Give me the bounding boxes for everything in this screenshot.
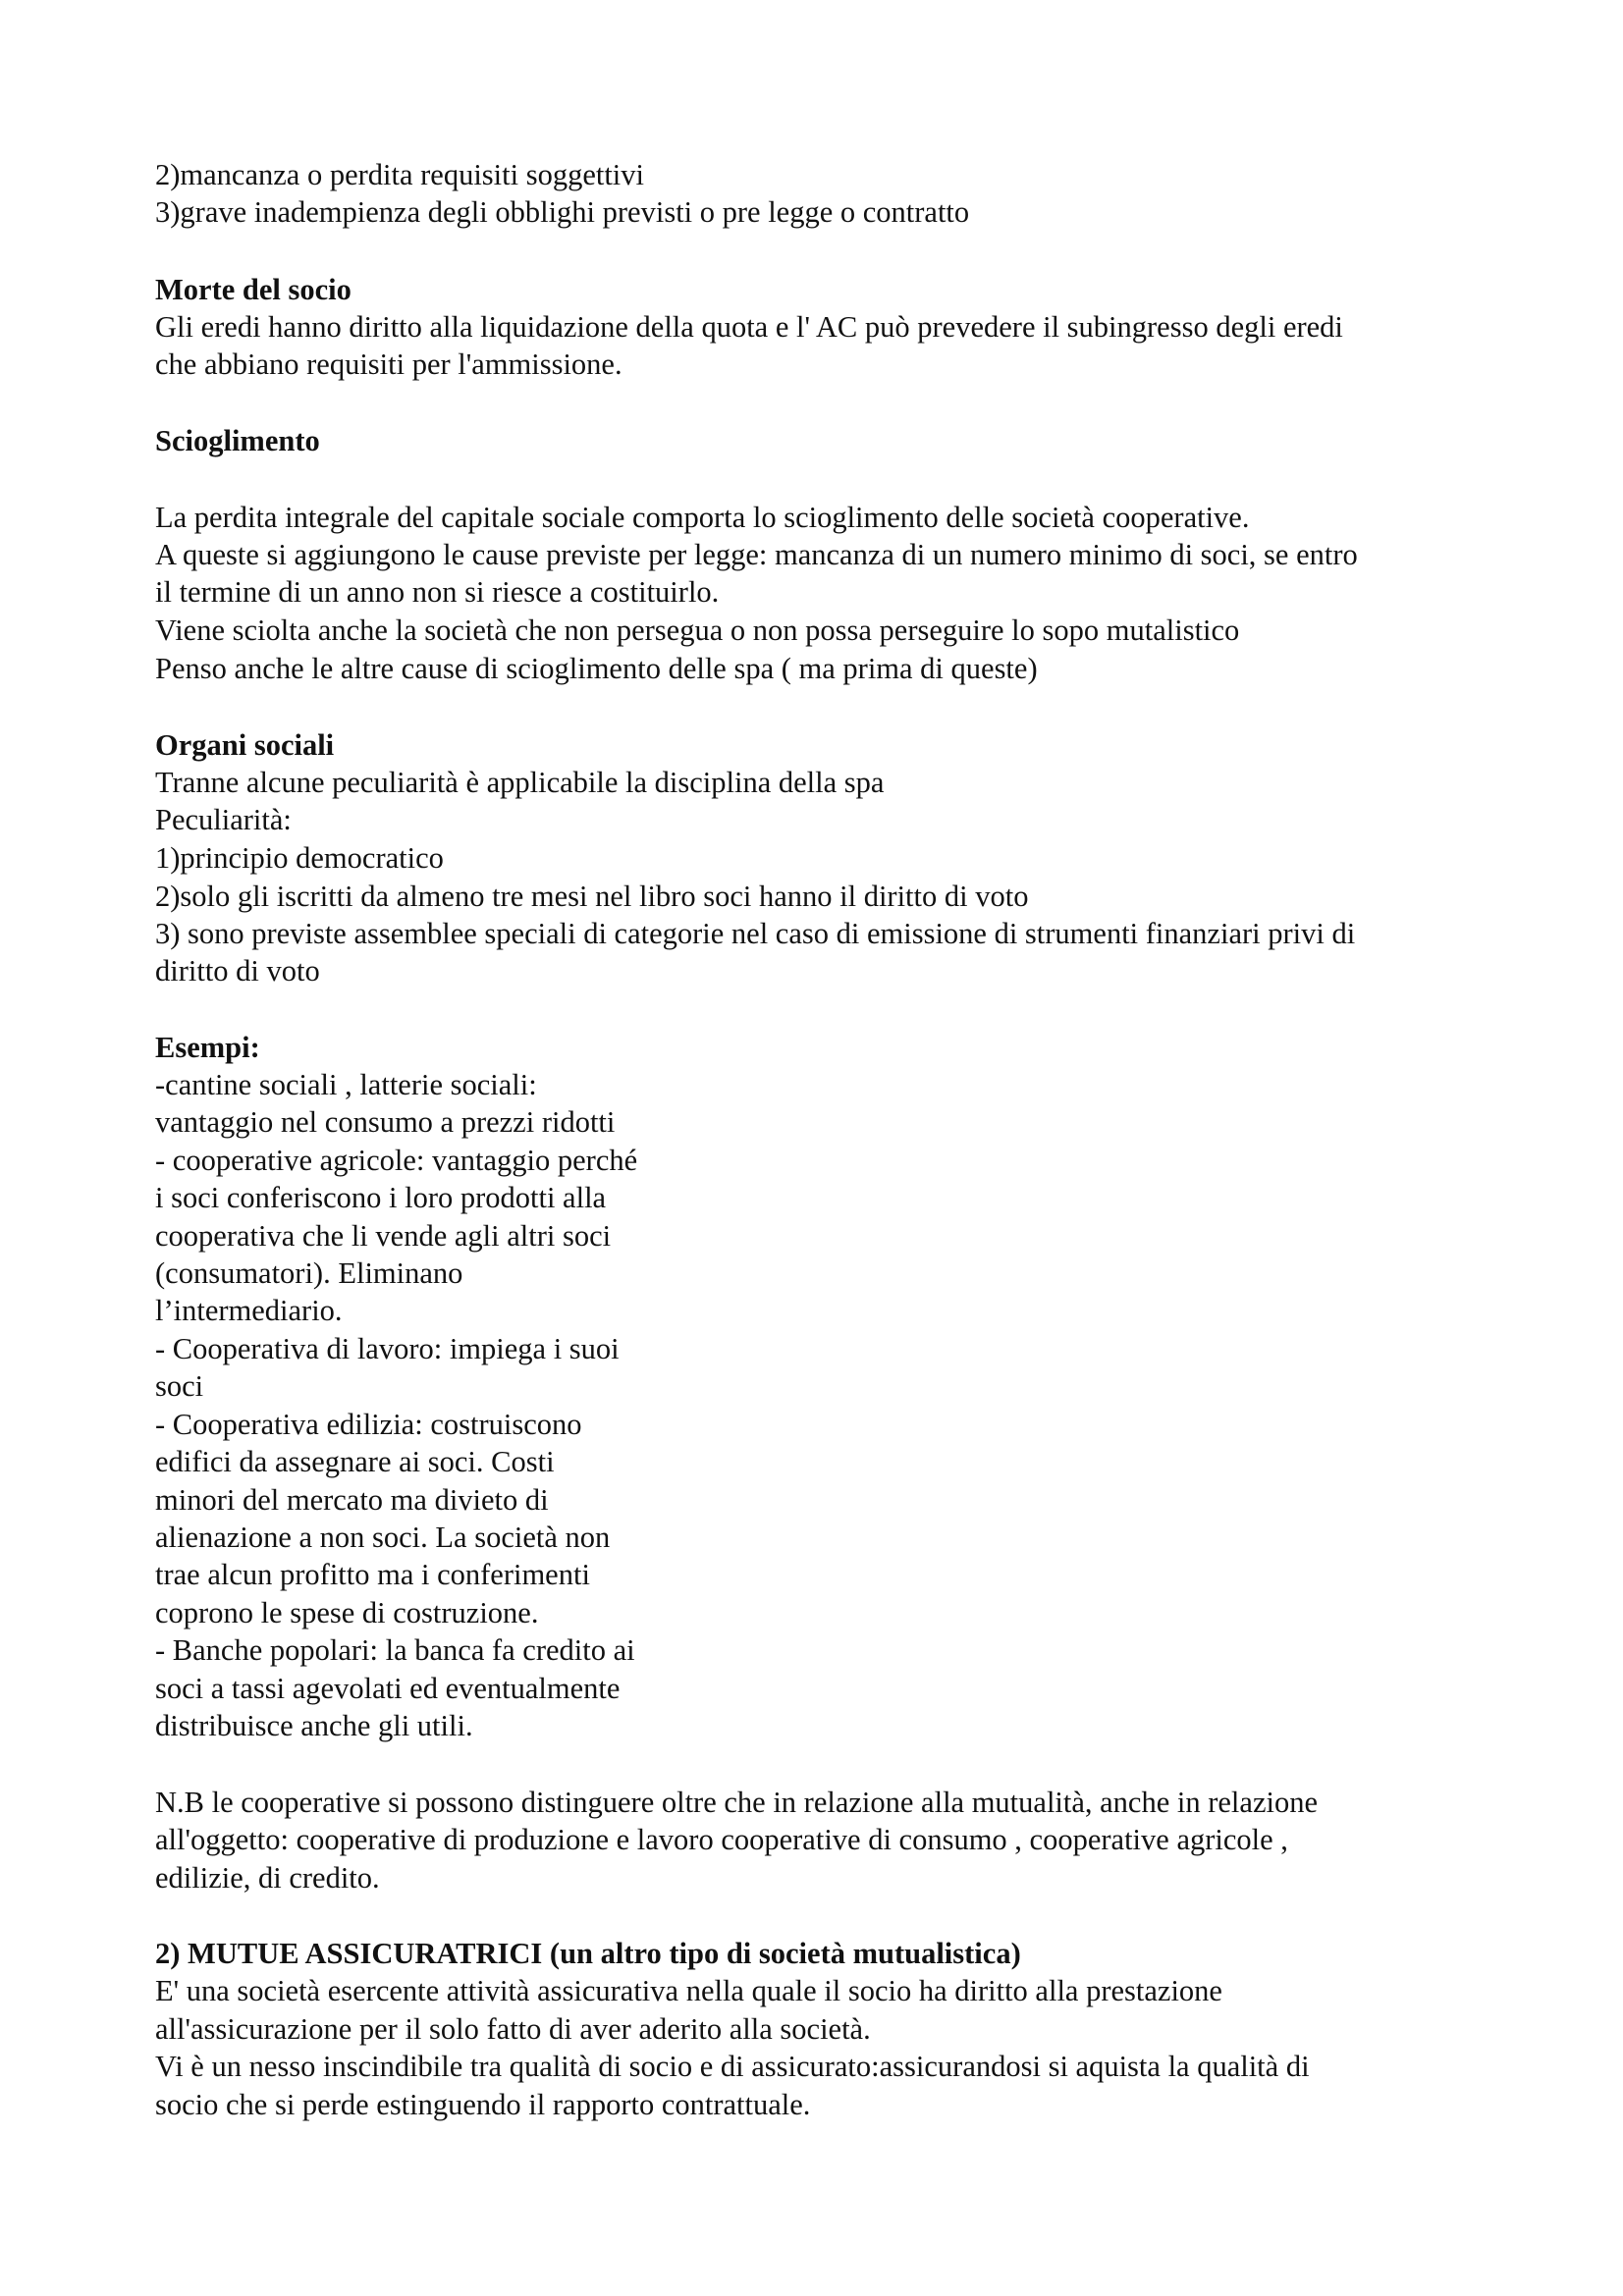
text-line: l’intermediario. bbox=[155, 1294, 343, 1327]
text-line: A queste si aggiungono le cause previste per legge: mancanza di un numero minimo di soci, se entro bbox=[155, 538, 1358, 571]
text-line: che abbiano requisiti per l'ammissione. bbox=[155, 347, 622, 381]
text-line: -cantine sociali , latterie sociali: bbox=[155, 1068, 537, 1101]
text-line: edilizie, di credito. bbox=[155, 1861, 380, 1895]
text-line: coprono le spese di costruzione. bbox=[155, 1596, 539, 1629]
text-line: 2)mancanza o perdita requisiti soggettivi bbox=[155, 158, 645, 191]
text-line: Peculiarità: bbox=[155, 803, 292, 836]
text-line: Viene sciolta anche la società che non persegua o non possa perseguire lo sopo mutalistico bbox=[155, 614, 1240, 647]
text-line: 2)solo gli iscritti da almeno tre mesi nel libro soci hanno il diritto di voto bbox=[155, 880, 1029, 913]
text-line: (consumatori). Eliminano bbox=[155, 1256, 463, 1290]
text-line: socio che si perde estinguendo il rapporto contrattuale. bbox=[155, 2088, 811, 2121]
text-line: La perdita integrale del capitale sociale comporta lo scioglimento delle società cooperative. bbox=[155, 501, 1250, 534]
text-line: Tranne alcune peculiarità è applicabile la disciplina della spa bbox=[155, 766, 885, 799]
text-line: E' una società esercente attività assicurativa nella quale il socio ha diritto alla prestazione bbox=[155, 1974, 1222, 2007]
text-line: 3)grave inadempienza degli obblighi previsti o pre legge o contratto bbox=[155, 195, 970, 229]
text-line: distribuisce anche gli utili. bbox=[155, 1709, 473, 1742]
text-line: N.B le cooperative si possono distinguere oltre che in relazione alla mutualità, anche in relazione bbox=[155, 1786, 1318, 1819]
text-line: i soci conferiscono i loro prodotti alla bbox=[155, 1181, 607, 1214]
text-line: diritto di voto bbox=[155, 954, 320, 988]
text-line: - Banche popolari: la banca fa credito ai bbox=[155, 1633, 635, 1667]
text-line: 1)principio democratico bbox=[155, 841, 444, 875]
heading-morte-del-socio: Morte del socio bbox=[155, 273, 352, 306]
heading-scioglimento: Scioglimento bbox=[155, 424, 320, 457]
heading-esempi: Esempi: bbox=[155, 1031, 260, 1064]
text-line: - cooperative agricole: vantaggio perché bbox=[155, 1144, 638, 1177]
text-line: all'assicurazione per il solo fatto di aver aderito alla società. bbox=[155, 2012, 871, 2046]
text-line: edifici da assegnare ai soci. Costi bbox=[155, 1445, 555, 1478]
heading-mutue-assicuratrici: 2) MUTUE ASSICURATRICI (un altro tipo di società mutualistica) bbox=[155, 1937, 1021, 1970]
text-line: il termine di un anno non si riesce a costituirlo. bbox=[155, 575, 720, 609]
text-line: - Cooperativa edilizia: costruiscono bbox=[155, 1408, 582, 1441]
text-line: Vi è un nesso inscindibile tra qualità di socio e di assicurato:assicurandosi si aquista la qualità di bbox=[155, 2050, 1310, 2083]
text-line: soci bbox=[155, 1369, 204, 1403]
heading-organi-sociali: Organi sociali bbox=[155, 728, 335, 762]
text-line: vantaggio nel consumo a prezzi ridotti bbox=[155, 1105, 616, 1139]
text-line: Gli eredi hanno diritto alla liquidazione della quota e l' AC può prevedere il subingresso degli eredi bbox=[155, 310, 1343, 344]
text-line: all'oggetto: cooperative di produzione e lavoro cooperative di consumo , cooperative agricole , bbox=[155, 1823, 1288, 1856]
text-line: soci a tassi agevolati ed eventualmente bbox=[155, 1672, 621, 1705]
text-line: minori del mercato ma divieto di bbox=[155, 1483, 549, 1517]
text-line: alienazione a non soci. La società non bbox=[155, 1521, 611, 1554]
text-line: Penso anche le altre cause di scioglimento delle spa ( ma prima di queste) bbox=[155, 652, 1038, 685]
text-line: cooperativa che li vende agli altri soci bbox=[155, 1219, 612, 1253]
text-line: 3) sono previste assemblee speciali di categorie nel caso di emissione di strumenti finanziari privi di bbox=[155, 917, 1356, 950]
text-line: - Cooperativa di lavoro: impiega i suoi bbox=[155, 1332, 620, 1365]
text-line: trae alcun profitto ma i conferimenti bbox=[155, 1558, 590, 1591]
